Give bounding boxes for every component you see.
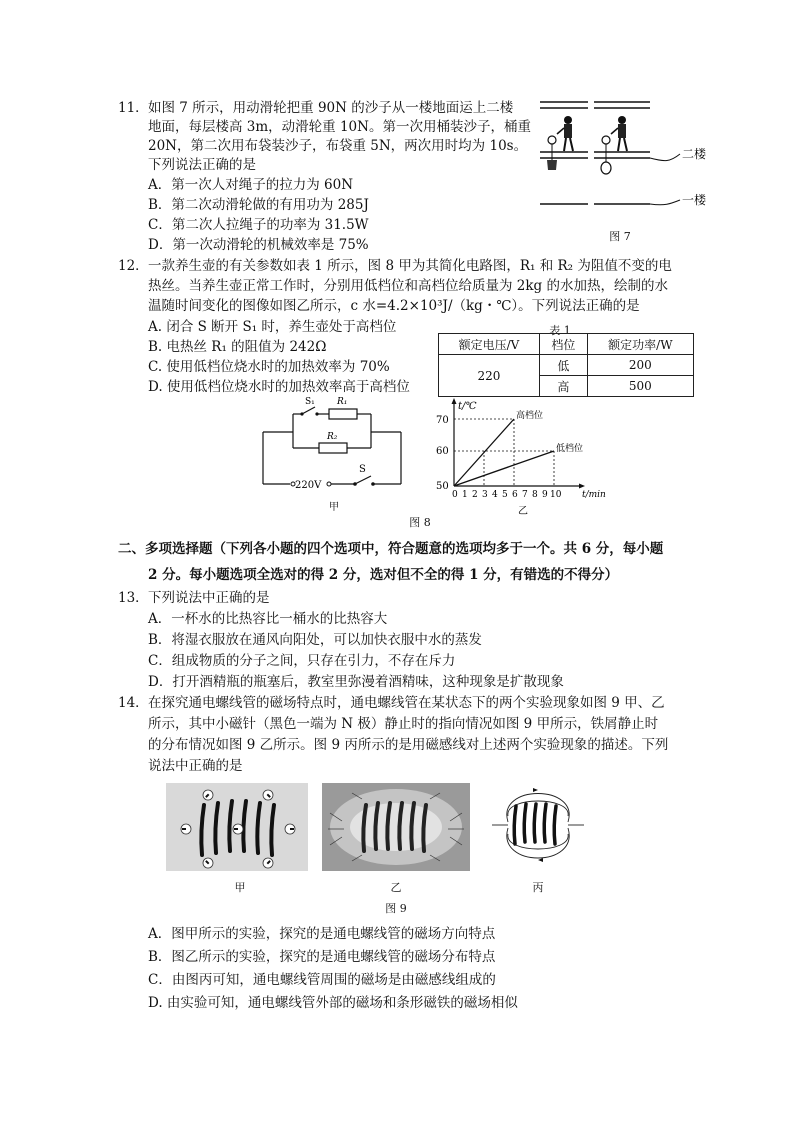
- svg-text:3: 3: [482, 490, 488, 500]
- figure-9-compass-needles: [166, 783, 308, 871]
- table-cell-power-high: 500: [587, 376, 693, 397]
- graph-high-label: 高档位: [516, 411, 544, 421]
- q12-option-a: A. 闭合 S 断开 S₁ 时，养生壶处于高档位: [148, 319, 397, 335]
- q12-number: 12．: [118, 258, 149, 274]
- q13-option-d: D．打开酒精瓶的瓶塞后，教室里弥漫着酒精味，这种现象是扩散现象: [148, 674, 564, 690]
- svg-text:2: 2: [472, 490, 478, 500]
- section-2-heading-line2: 2 分。每小题选项全选对的得 2 分，选对但不全的得 1 分，有错选的不得分）: [148, 567, 619, 583]
- figure-8-caption: 图 8: [409, 516, 431, 529]
- svg-text:5: 5: [502, 490, 508, 500]
- q12-option-d: D. 使用低档位烧水时的加热效率高于高档位: [148, 379, 410, 395]
- q11-option-c: C．第二次人拉绳子的功率为 31.5W: [148, 217, 369, 233]
- circuit-r2-label: R₂: [327, 432, 338, 442]
- circuit-switch-s1: S₁: [305, 397, 315, 407]
- svg-text:9: 9: [542, 490, 548, 500]
- q13-option-b: B．将湿衣服放在通风向阳处，可以加快衣服中水的蒸发: [148, 632, 482, 648]
- q13-number: 13．: [118, 590, 149, 606]
- svg-text:1: 1: [462, 490, 468, 500]
- table-1: [438, 333, 694, 397]
- table-cell-power-low: 200: [587, 355, 693, 376]
- figure-7-pulley: [530, 96, 720, 246]
- figure-9-label-bing: 丙: [532, 881, 544, 894]
- svg-text:4: 4: [492, 490, 498, 500]
- svg-text:8: 8: [532, 490, 538, 500]
- label-floor-2: 二楼: [682, 147, 707, 161]
- svg-text:6: 6: [512, 490, 518, 500]
- table-header-gear: 档位: [539, 334, 587, 355]
- graph-xticks: [452, 490, 562, 500]
- circuit-source-label: 220V: [295, 480, 322, 491]
- graph-sub-label: 乙: [518, 506, 528, 517]
- figure-8-circuit: [255, 392, 415, 514]
- table-header-voltage: 额定电压/V: [439, 334, 540, 355]
- graph-ylabel: t/℃: [458, 401, 477, 412]
- figure-9-label-jia: 甲: [234, 881, 246, 894]
- q14-option-a: A．图甲所示的实验，探究的是通电螺线管的磁场方向特点: [148, 926, 496, 942]
- q12-option-c: C. 使用低档位烧水时的加热效率为 70%: [148, 359, 390, 375]
- graph-ytick-60: 60: [436, 446, 449, 457]
- graph-ytick-50: 50: [436, 481, 449, 492]
- q14-option-b: B．图乙所示的实验，探究的是通电螺线管的磁场分布特点: [148, 949, 496, 965]
- q11-number: 11．: [118, 100, 149, 116]
- graph-xlabel: t/min: [582, 490, 606, 500]
- q13-option-a: A．一杯水的比热容比一桶水的比热容大: [148, 611, 388, 627]
- circuit-switch-s: S: [359, 464, 366, 475]
- section-2-heading-line1: 二、多项选择题（下列各小题的四个选项中，符合题意的选项均多于一个。共 6 分，每小题: [118, 541, 664, 557]
- table-header-power: 额定功率/W: [587, 334, 693, 355]
- circuit-r1-label: R₁: [337, 397, 348, 407]
- q12-option-b: B. 电热丝 R₁ 的阻值为 242Ω: [148, 339, 327, 355]
- graph-low-label: 低档位: [556, 444, 584, 454]
- figure-9-field-lines: [486, 778, 590, 874]
- figure-9-iron-filings: [322, 783, 470, 871]
- q11-option-a: A．第一次人对绳子的拉力为 60N: [148, 177, 354, 193]
- q14-option-d: D. 由实验可知，通电螺线管外部的磁场和条形磁铁的磁场相似: [148, 995, 518, 1011]
- label-floor-1: 一楼: [682, 193, 707, 207]
- table-cell-gear-low: 低: [539, 355, 587, 376]
- figure-9-label-yi: 乙: [390, 881, 402, 894]
- q14-number: 14．: [118, 695, 149, 711]
- figure-9-caption: 图 9: [385, 902, 407, 915]
- svg-text:7: 7: [522, 490, 528, 500]
- q13-option-c: C．组成物质的分子之间，只存在引力，不存在斥力: [148, 653, 456, 669]
- q11-option-d: D．第一次动滑轮的机械效率是 75%: [148, 237, 369, 253]
- q13-stem: 下列说法中正确的是: [148, 590, 270, 606]
- svg-text:10: 10: [550, 490, 562, 500]
- figure-7-caption: 图 7: [609, 230, 631, 243]
- figure-8-graph: [432, 396, 612, 518]
- svg-text:0: 0: [452, 490, 458, 500]
- graph-ytick-70: 70: [436, 415, 449, 426]
- circuit-sub-label: 甲: [329, 502, 339, 513]
- q14-option-c: C．由图丙可知，通电螺线管周围的磁场是由磁感线组成的: [148, 972, 496, 988]
- table-cell-voltage: 220: [439, 355, 540, 397]
- table-cell-gear-high: 高: [539, 376, 587, 397]
- table-1-caption: 表 1: [549, 324, 571, 337]
- q11-option-b: B．第二次动滑轮做的有用功为 285J: [148, 197, 369, 213]
